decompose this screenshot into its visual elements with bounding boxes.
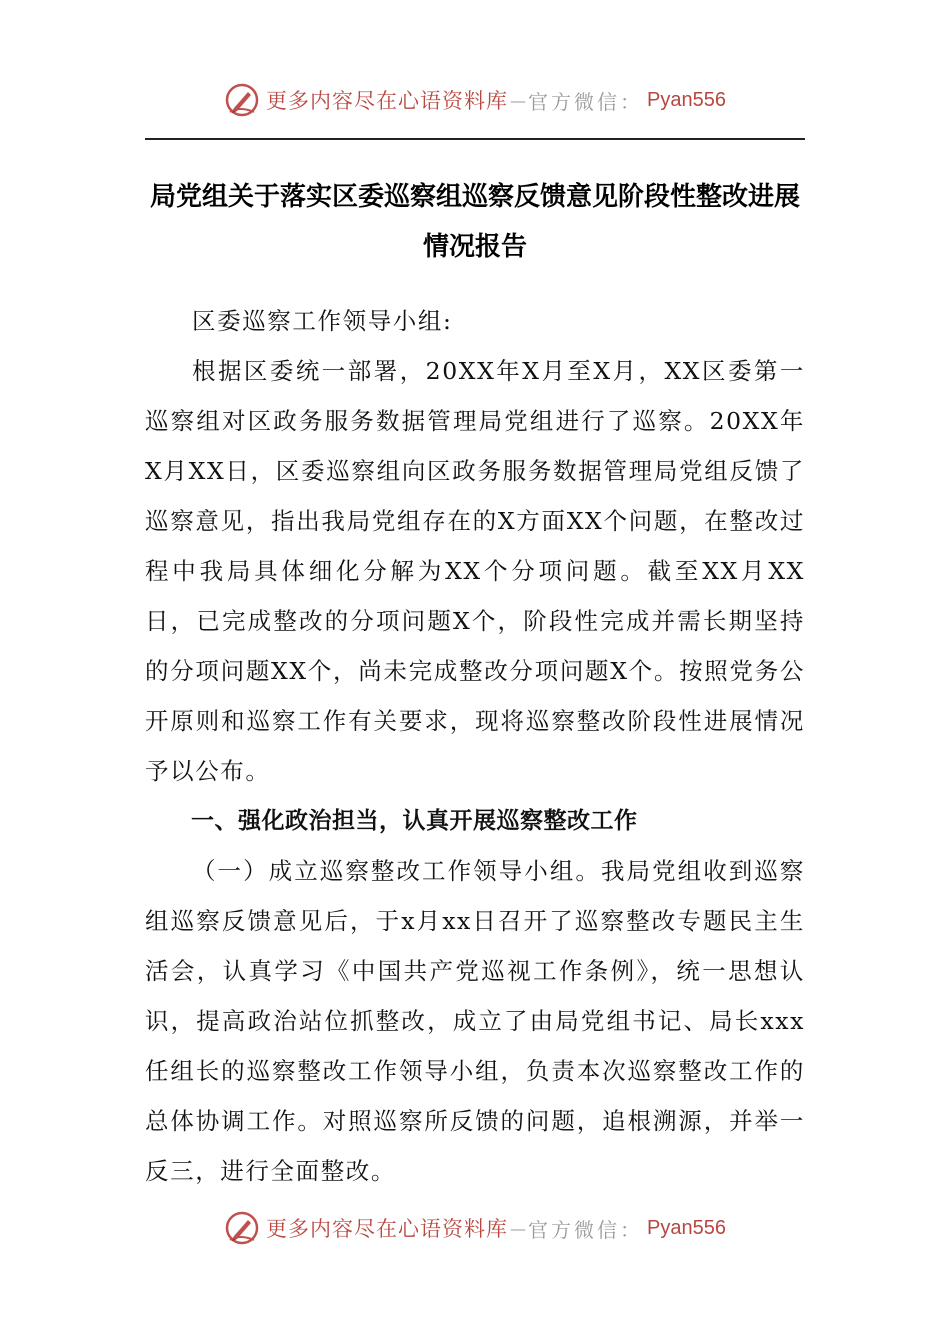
paragraph-intro: 根据区委统一部署，20XX年X月至X月，XX区委第一巡察组对区政务服务数据管理局党组进行了巡察。20XX年X月XX日，区委巡察组向区政务服务数据管理局党组反馈了巡察意见，指出我局党组存在的X方面XX个问题，在整改过程中我局具体细化分解为XX个分项问题。截至XX月XX日，已完成整改的分项问题X个，阶段性完成并需长期坚持的分项问题XX个，尚未完成整改分项问题X个。按照党务公开原则和巡察工作有关要求，现将巡察整改阶段性进展情况予以公布。: [145, 357, 805, 785]
banner-text: 更多内容尽在心语资料库: [266, 89, 509, 113]
pen-logo-icon: [224, 82, 260, 118]
banner-separator: —: [510, 1218, 527, 1238]
banner-wechat-id: Pyan556: [647, 1216, 726, 1239]
banner-text: 更多内容尽在心语资料库: [266, 1217, 509, 1241]
banner-separator: —: [510, 90, 527, 110]
banner-wechat-id: Pyan556: [647, 88, 726, 111]
banner-wechat-label: 官方微信：: [528, 89, 644, 114]
footer-banner: [0, 1206, 950, 1250]
header-rule: [145, 138, 805, 140]
paragraph-section-1: （一）成立巡察整改工作领导小组。我局党组收到巡察组巡察反馈意见后，于x月xx日召开了巡察整改专题民主生活会，认真学习《中国共产党巡视工作条例》，统一思想认识，提高政治站位抓整改，成立了由局党组书记、局长xxx任组长的巡察整改工作领导小组，负责本次巡察整改工作的总体协调工作。对照巡察所反馈的问题，追根溯源，并举一反三，进行全面整改。: [145, 857, 805, 1185]
section-heading: 一、强化政治担当，认真开展巡察整改工作: [191, 808, 638, 834]
salutation: 区委巡察工作领导小组:: [192, 307, 453, 335]
header-banner: [0, 78, 950, 122]
document-title: 局党组关于落实区委巡察组巡察反馈意见阶段性整改进展情况报告: [149, 182, 800, 262]
banner-wechat-label: 官方微信：: [528, 1217, 644, 1242]
document-body: [145, 296, 805, 1196]
pen-logo-icon: [224, 1210, 260, 1246]
